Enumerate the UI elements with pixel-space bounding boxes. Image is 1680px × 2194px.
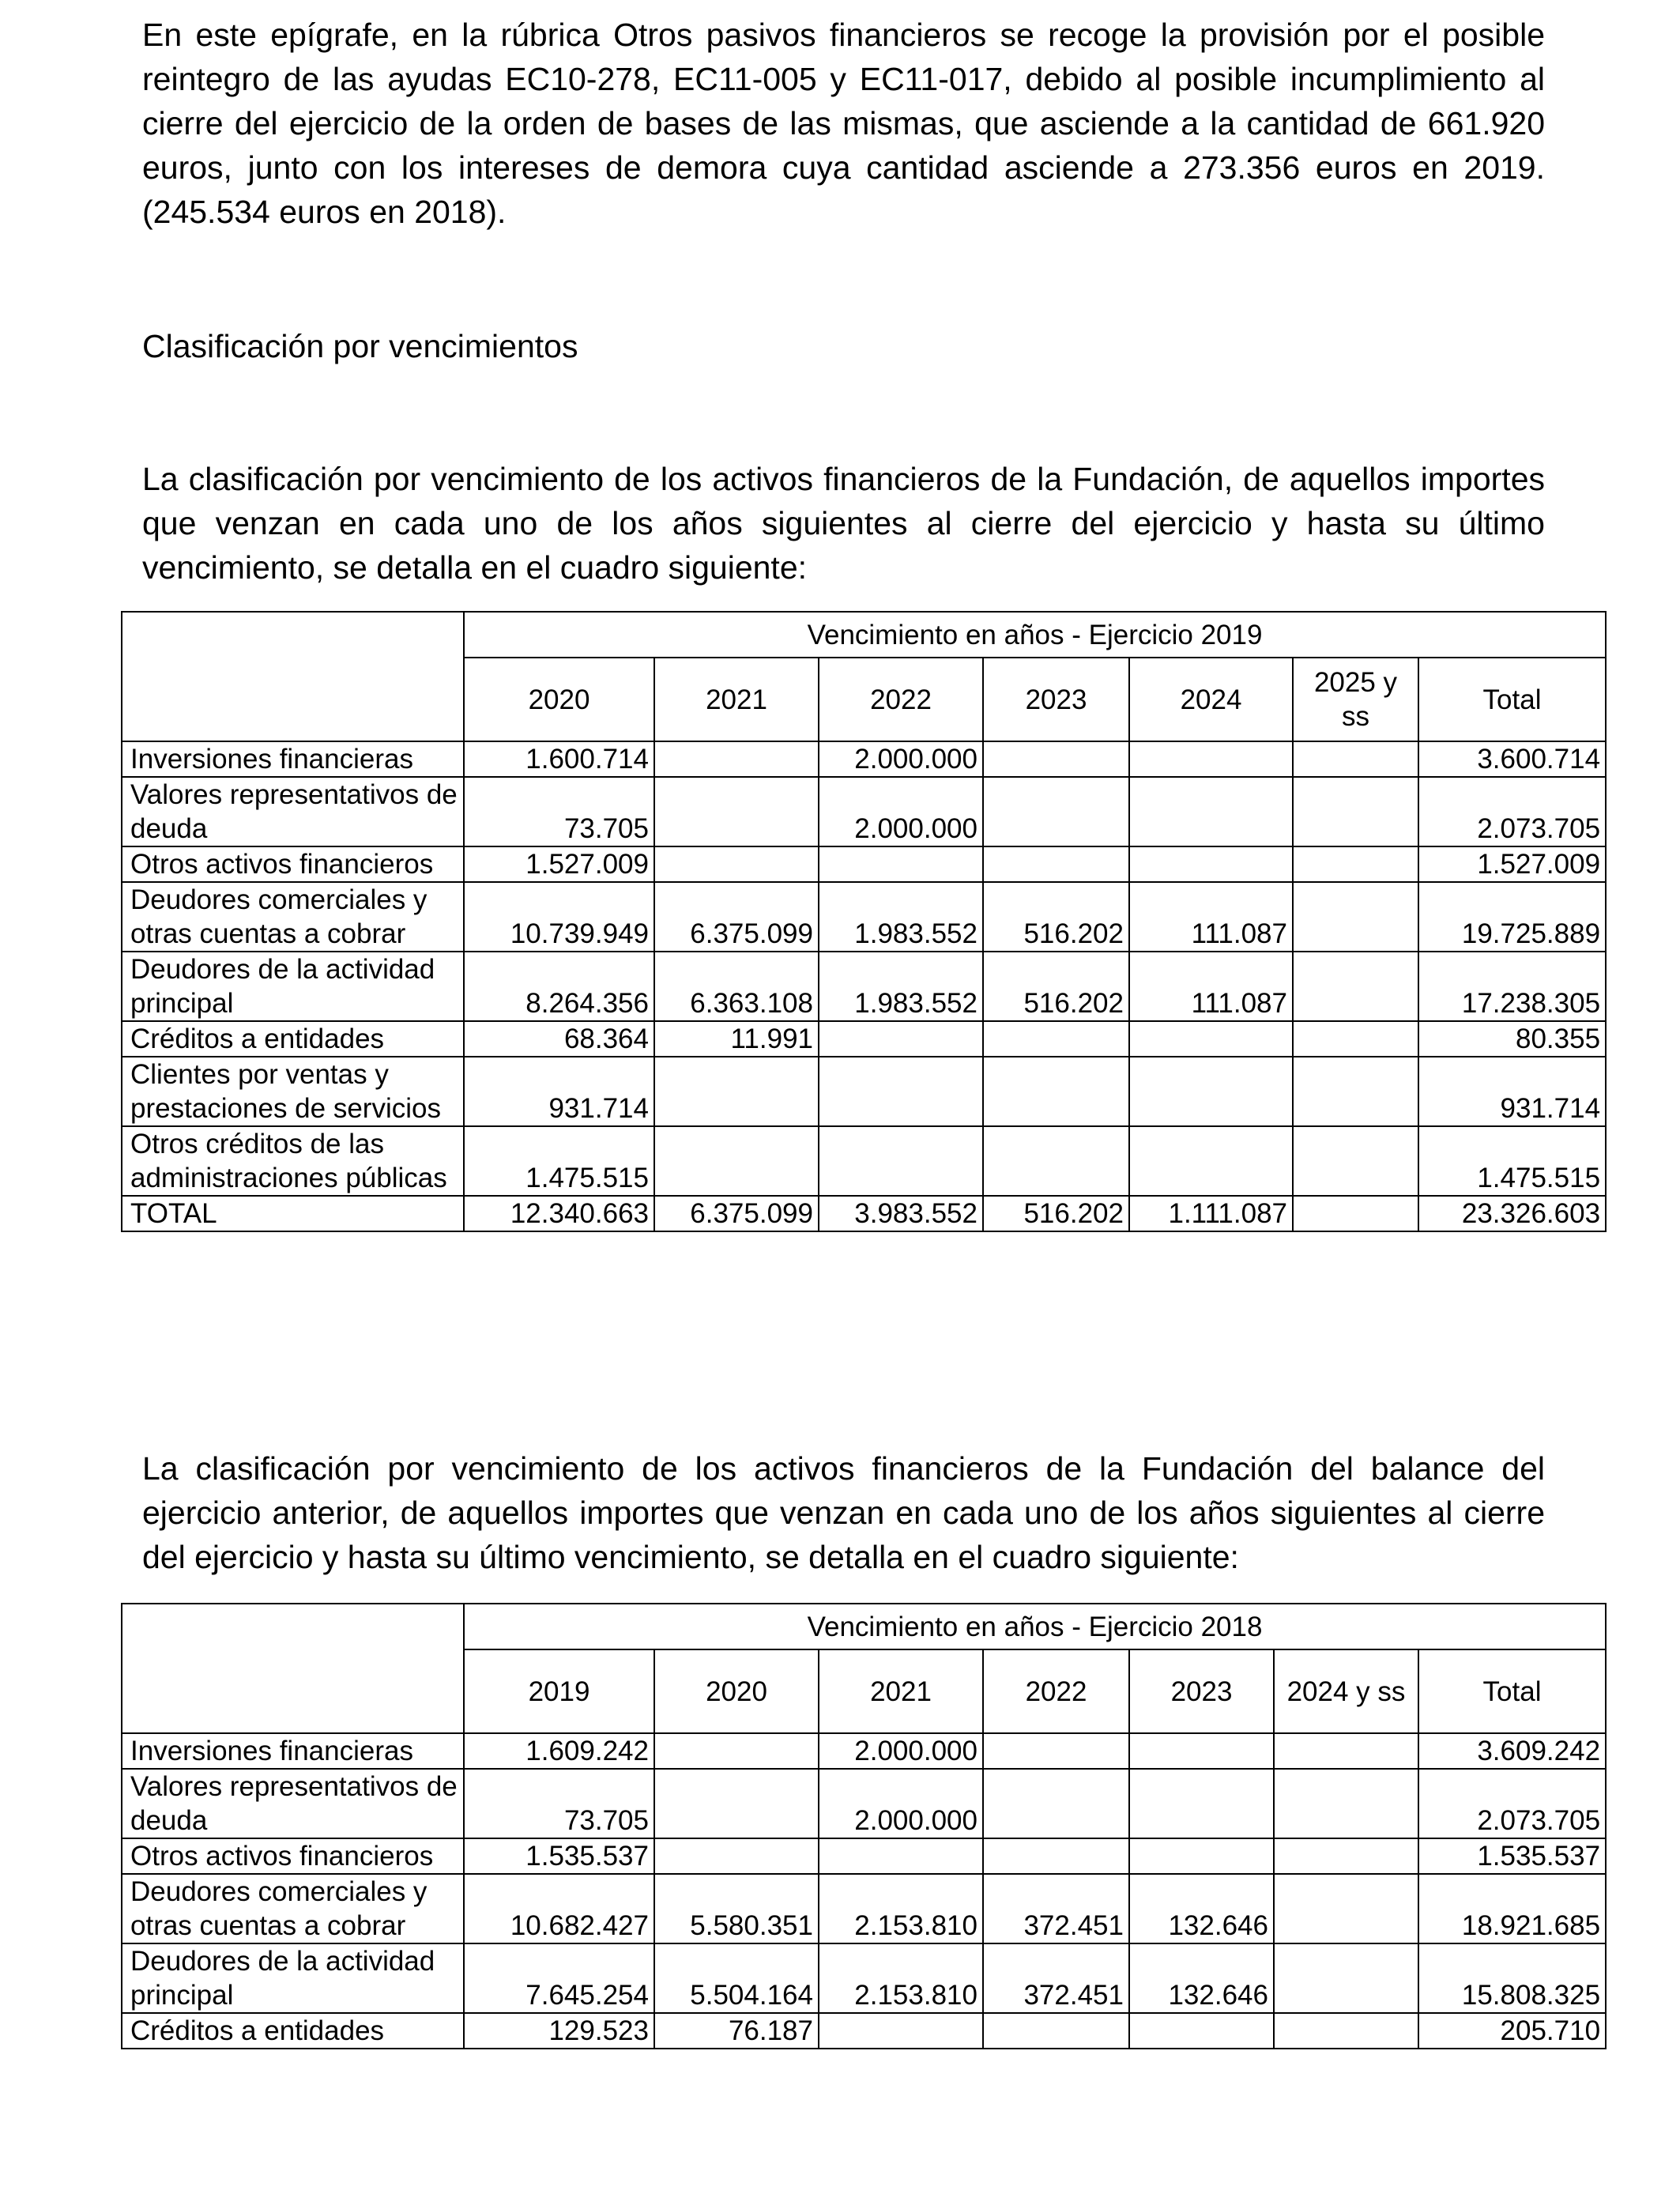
row-label: Otros créditos de las administraciones públicas [122, 1126, 464, 1196]
table-row [122, 1943, 1606, 2013]
value-cell [1293, 1057, 1418, 1126]
table-row [122, 1874, 1606, 1943]
value-cell: 8.264.356 [464, 952, 654, 1021]
value-cell [1274, 1874, 1418, 1943]
value-cell [1129, 2013, 1274, 2049]
row-label: Valores representativos de deuda [122, 1769, 464, 1838]
value-cell: 1.600.714 [464, 741, 654, 777]
value-cell: 132.646 [1129, 1874, 1274, 1943]
table-row [122, 1196, 1606, 1231]
value-cell [819, 1838, 983, 1874]
value-cell: 68.364 [464, 1021, 654, 1057]
value-cell: 76.187 [654, 2013, 819, 2049]
value-cell: 931.714 [1418, 1057, 1606, 1126]
row-label: Inversiones financieras [122, 741, 464, 777]
value-cell [654, 1126, 819, 1196]
value-cell: 1.475.515 [464, 1126, 654, 1196]
table-row [122, 1126, 1606, 1196]
row-label: Inversiones financieras [122, 1733, 464, 1769]
value-cell: 18.921.685 [1418, 1874, 1606, 1943]
column-header: Total [1418, 1649, 1606, 1733]
column-header: 2020 [464, 658, 654, 741]
value-cell [983, 777, 1129, 846]
column-header: 2023 [983, 658, 1129, 741]
value-cell [1129, 1126, 1293, 1196]
table-row [122, 846, 1606, 882]
value-cell: 11.991 [654, 1021, 819, 1057]
value-cell [1129, 777, 1293, 846]
value-cell [819, 1057, 983, 1126]
header-empty-cell [122, 1604, 464, 1733]
row-label: Deudores de la actividad principal [122, 1943, 464, 2013]
value-cell: 5.580.351 [654, 1874, 819, 1943]
column-header: 2021 [654, 658, 819, 741]
section-heading: Clasificación por vencimientos [142, 328, 578, 364]
value-cell [1293, 1126, 1418, 1196]
value-cell [983, 1733, 1129, 1769]
table-row [122, 741, 1606, 777]
value-cell [654, 1733, 819, 1769]
value-cell: 6.375.099 [654, 1196, 819, 1231]
value-cell [1274, 1733, 1418, 1769]
value-cell [654, 846, 819, 882]
value-cell [983, 1057, 1129, 1126]
value-cell: 15.808.325 [1418, 1943, 1606, 2013]
provision-paragraph: En este epígrafe, en la rúbrica Otros pasivos financieros se recoge la provisión por el posible reintegro de las ayudas EC10-278, EC11-005 y EC11-017, debido al posible incumplimiento al cierre del ejercicio de la orden de bases de las mismas, que asciende a la cantidad de 661.920 euros, junto con los intereses de demora cuya cantidad asciende a 273.356 euros en 2019. (245.534 euros en 2018). [142, 17, 1545, 230]
value-cell: 1.535.537 [464, 1838, 654, 1874]
table-body [122, 741, 1606, 1231]
column-header: 2022 [983, 1649, 1129, 1733]
table-row [122, 2013, 1606, 2049]
value-cell: 10.682.427 [464, 1874, 654, 1943]
value-cell: 2.073.705 [1418, 777, 1606, 846]
value-cell: 372.451 [983, 1874, 1129, 1943]
value-cell [654, 1838, 819, 1874]
table-row [122, 952, 1606, 1021]
value-cell: 129.523 [464, 2013, 654, 2049]
value-cell: 2.153.810 [819, 1874, 983, 1943]
value-cell: 1.983.552 [819, 952, 983, 1021]
table-row [122, 1057, 1606, 1126]
value-cell [983, 2013, 1129, 2049]
value-cell [1293, 882, 1418, 952]
value-cell: 1.535.537 [1418, 1838, 1606, 1874]
value-cell: 6.363.108 [654, 952, 819, 1021]
value-cell [1129, 1733, 1274, 1769]
value-cell [654, 1769, 819, 1838]
table-row [122, 1838, 1606, 1874]
intro-paragraph-2018: La clasificación por vencimiento de los activos financieros de la Fundación del balance del ejercicio anterior, de aquellos importes que venzan en cada uno de los años siguientes al cierre del ejercicio y hasta su último vencimiento, se detalla en el cuadro siguiente: [142, 1450, 1545, 1575]
value-cell: 23.326.603 [1418, 1196, 1606, 1231]
value-cell: 1.609.242 [464, 1733, 654, 1769]
value-cell: 1.527.009 [1418, 846, 1606, 882]
value-cell: 1.111.087 [1129, 1196, 1293, 1231]
value-cell: 12.340.663 [464, 1196, 654, 1231]
value-cell: 2.073.705 [1418, 1769, 1606, 1838]
column-header: 2019 [464, 1649, 654, 1733]
value-cell: 10.739.949 [464, 882, 654, 952]
value-cell: 132.646 [1129, 1943, 1274, 2013]
value-cell [983, 1838, 1129, 1874]
row-label: Deudores comerciales y otras cuentas a cobrar [122, 1874, 464, 1943]
value-cell: 516.202 [983, 1196, 1129, 1231]
value-cell: 931.714 [464, 1057, 654, 1126]
value-cell: 73.705 [464, 1769, 654, 1838]
value-cell: 3.609.242 [1418, 1733, 1606, 1769]
value-cell [819, 846, 983, 882]
value-cell: 2.000.000 [819, 777, 983, 846]
value-cell: 2.000.000 [819, 1733, 983, 1769]
column-header: 2023 [1129, 1649, 1274, 1733]
row-label: Otros activos financieros [122, 846, 464, 882]
value-cell [983, 1769, 1129, 1838]
row-label: TOTAL [122, 1196, 464, 1231]
value-cell: 2.000.000 [819, 741, 983, 777]
value-cell: 6.375.099 [654, 882, 819, 952]
value-cell [1274, 1769, 1418, 1838]
value-cell: 2.153.810 [819, 1943, 983, 2013]
value-cell [654, 777, 819, 846]
column-header: Total [1418, 658, 1606, 741]
value-cell [1293, 846, 1418, 882]
row-label: Valores representativos de deuda [122, 777, 464, 846]
value-cell: 516.202 [983, 882, 1129, 952]
table-caption: Vencimiento en años - Ejercicio 2018 [464, 1604, 1606, 1649]
value-cell [983, 846, 1129, 882]
value-cell [1274, 1838, 1418, 1874]
value-cell [1274, 1943, 1418, 2013]
column-header: 2020 [654, 1649, 819, 1733]
value-cell: 19.725.889 [1418, 882, 1606, 952]
value-cell [1129, 1769, 1274, 1838]
row-label: Deudores comerciales y otras cuentas a cobrar [122, 882, 464, 952]
table-row [122, 1021, 1606, 1057]
value-cell: 3.600.714 [1418, 741, 1606, 777]
value-cell [1129, 1838, 1274, 1874]
value-cell [1293, 1021, 1418, 1057]
column-header: 2021 [819, 1649, 983, 1733]
value-cell: 7.645.254 [464, 1943, 654, 2013]
value-cell [1129, 1057, 1293, 1126]
row-label: Deudores de la actividad principal [122, 952, 464, 1021]
value-cell [1293, 1196, 1418, 1231]
value-cell: 1.527.009 [464, 846, 654, 882]
row-label: Créditos a entidades [122, 2013, 464, 2049]
table-caption: Vencimiento en años - Ejercicio 2019 [464, 612, 1606, 658]
row-label: Clientes por ventas y prestaciones de servicios [122, 1057, 464, 1126]
column-header: 2022 [819, 658, 983, 741]
value-cell: 111.087 [1129, 882, 1293, 952]
intro-paragraph-2019: La clasificación por vencimiento de los activos financieros de la Fundación, de aquellos importes que venzan en cada uno de los años siguientes al cierre del ejercicio y hasta su último vencimiento, se detalla en el cuadro siguiente: [142, 461, 1545, 586]
value-cell: 2.000.000 [819, 1769, 983, 1838]
value-cell [1274, 2013, 1418, 2049]
table-row [122, 1733, 1606, 1769]
value-cell: 372.451 [983, 1943, 1129, 2013]
value-cell: 516.202 [983, 952, 1129, 1021]
value-cell [983, 741, 1129, 777]
value-cell [1293, 777, 1418, 846]
column-header: 2024 [1129, 658, 1293, 741]
value-cell: 73.705 [464, 777, 654, 846]
table-body [122, 1733, 1606, 2049]
value-cell [819, 1021, 983, 1057]
value-cell: 111.087 [1129, 952, 1293, 1021]
value-cell: 205.710 [1418, 2013, 1606, 2049]
value-cell [1293, 741, 1418, 777]
value-cell [654, 1057, 819, 1126]
header-empty-cell [122, 612, 464, 741]
value-cell: 80.355 [1418, 1021, 1606, 1057]
value-cell [1129, 1021, 1293, 1057]
value-cell [1293, 952, 1418, 1021]
row-label: Otros activos financieros [122, 1838, 464, 1874]
value-cell: 3.983.552 [819, 1196, 983, 1231]
maturity-table-2019 [121, 611, 1607, 1232]
maturity-table-2018 [121, 1603, 1607, 2049]
value-cell: 17.238.305 [1418, 952, 1606, 1021]
value-cell [1129, 846, 1293, 882]
value-cell: 1.983.552 [819, 882, 983, 952]
value-cell [819, 2013, 983, 2049]
value-cell: 1.475.515 [1418, 1126, 1606, 1196]
table-row [122, 882, 1606, 952]
value-cell [983, 1126, 1129, 1196]
table-row [122, 777, 1606, 846]
value-cell [1129, 741, 1293, 777]
column-header: 2024 y ss [1274, 1649, 1418, 1733]
table-row [122, 1769, 1606, 1838]
value-cell: 5.504.164 [654, 1943, 819, 2013]
value-cell [983, 1021, 1129, 1057]
value-cell [819, 1126, 983, 1196]
column-header: 2025 y ss [1293, 658, 1418, 741]
value-cell [654, 741, 819, 777]
row-label: Créditos a entidades [122, 1021, 464, 1057]
